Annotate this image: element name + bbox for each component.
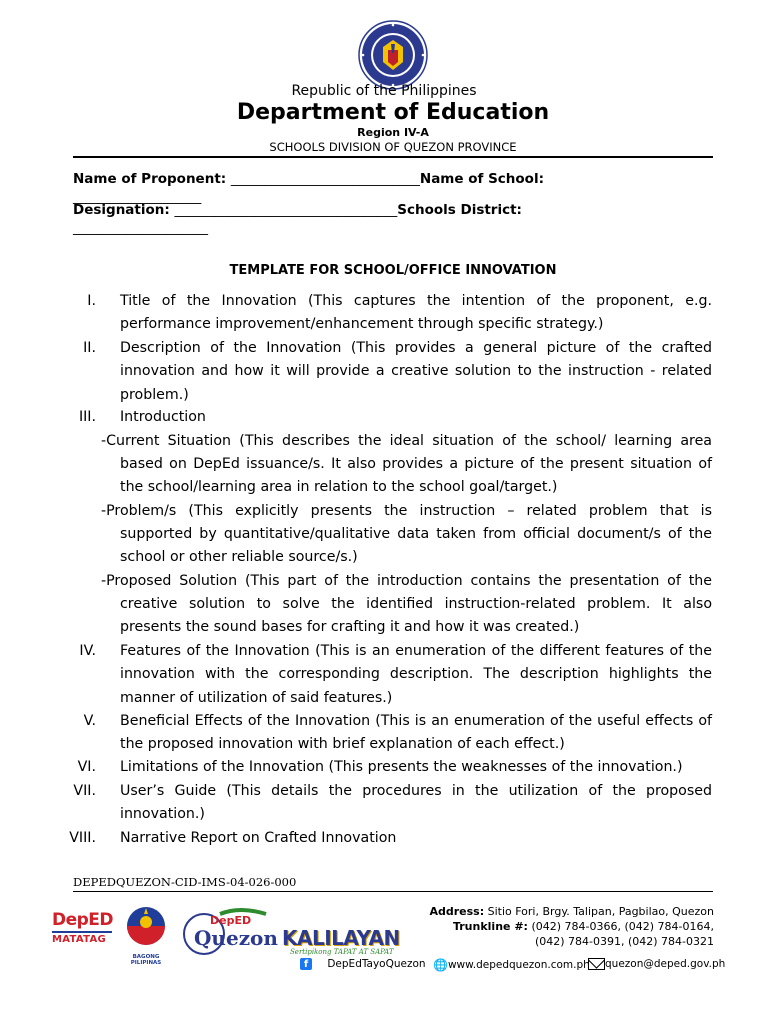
quezon-logo-text: Quezon [194, 926, 278, 950]
deped-seal-logo [358, 20, 428, 90]
item-text: Limitations of the Innovation (This presents the weaknesses of the innovation.) [120, 759, 683, 775]
proponent-label: Name of Proponent: [73, 171, 227, 187]
website-contact[interactable] [433, 958, 590, 972]
facebook-contact[interactable] [300, 958, 426, 970]
item-text: Beneficial Effects of the Innovation (This is an enumeration of the useful effects of the proposed innovation with brief explanation of each effect.) [120, 713, 712, 753]
item-text: Title of the Innovation (This captures the intention of the proponent, e.g. performance improvement/enhancement through specific strategy.) [120, 293, 712, 333]
address-line [429, 904, 714, 919]
document-code: DEPEDQUEZON-CID-IMS-04-026-000 [73, 875, 297, 889]
item-numeral: VIII. [69, 830, 96, 846]
footer-divider [73, 891, 713, 892]
address-block [429, 904, 714, 949]
item-numeral: VI. [77, 759, 96, 775]
bagong-pilipinas-text: BAGONG PILIPINAS [130, 954, 162, 966]
trunkline-label: Trunkline #: [452, 920, 528, 933]
facebook-icon: f [300, 958, 312, 970]
item-text: User’s Guide (This details the procedures in the utilization of the proposed innovation.) [120, 783, 712, 823]
trunkline-value-2: (042) 784-0391, (042) 784-0321 [534, 935, 714, 948]
designation-blank[interactable]: _________________________________ [174, 202, 398, 218]
facebook-handle: DepEdTayoQuezon [327, 958, 426, 970]
template-title: TEMPLATE FOR SCHOOL/OFFICE INNOVATION [229, 263, 557, 278]
region-heading: Region IV-A [357, 126, 429, 139]
item-numeral: V. [83, 713, 96, 729]
department-heading: Department of Education [236, 100, 550, 125]
matatag-logo-text: MATATAG [52, 934, 107, 945]
item-text: Narrative Report on Crafted Innovation [120, 830, 397, 846]
district-blank[interactable]: ____________________ [73, 220, 208, 236]
designation-field-row [73, 202, 522, 218]
school-label: Name of School: [419, 171, 544, 187]
designation-label: Designation: [73, 202, 170, 218]
item-numeral: II. [83, 340, 96, 356]
division-heading: SCHOOLS DIVISION OF QUEZON PROVINCE [269, 140, 517, 154]
sub-item-first-line: -Problem/s (This explicitly presents the instruction – related problem that is [101, 503, 712, 519]
globe-icon: 🌐 [433, 958, 448, 972]
item-numeral: III. [78, 409, 96, 425]
logo-divider [52, 931, 112, 933]
district-blank-row [73, 220, 208, 236]
item-numeral: I. [87, 293, 96, 309]
website-link[interactable]: www.depedquezon.com.ph [447, 959, 590, 971]
deped-quezon-logo [180, 906, 278, 958]
district-label: Schools District: [397, 202, 522, 218]
kalilayan-logo [282, 926, 428, 962]
proponent-blank[interactable]: ____________________________ [230, 171, 420, 187]
republic-heading: Republic of the Philippines [291, 83, 477, 99]
sub-item-first-line: -Current Situation (This describes the ideal situation of the school/ learning area [101, 433, 712, 449]
proponent-field-row [73, 171, 544, 187]
trunkline-line [429, 919, 714, 934]
item-text: Description of the Innovation (This provides a general picture of the crafted innovation and how it will provide a creative solution to the instruction - related problem.) [120, 340, 712, 403]
address-label: Address: [429, 905, 485, 918]
address-value: Sitio Fori, Brgy. Talipan, Pagbilao, Quezon [487, 905, 714, 918]
deped-quezon-top-text: DepED [210, 914, 252, 927]
item-numeral: IV. [79, 643, 96, 659]
sub-item-rest: based on DepEd issuance/s. It also provides a picture of the present situation of the school/learning area in relation to the school goal/target.) [120, 456, 712, 496]
bagong-pilipinas-logo [118, 904, 174, 966]
sub-item-rest: supported by quantitative/qualitative data taken from official document/s of the school or other reliable source/s.) [120, 526, 712, 566]
sub-item-first-line: -Proposed Solution (This part of the introduction contains the presentation of the [101, 573, 712, 589]
school-blank[interactable]: ___________________ [73, 189, 202, 205]
email-contact[interactable] [588, 958, 725, 970]
deped-logo-text: DepED [52, 910, 114, 930]
envelope-icon [588, 958, 605, 970]
trunkline-value-1: (042) 784-0366, (042) 784-0164, [531, 920, 714, 933]
email-link[interactable]: quezon@deped.gov.ph [605, 958, 726, 970]
kalilayan-logo-text: KALILAYAN [282, 926, 400, 950]
item-numeral: VII. [73, 783, 96, 799]
item-text: Introduction [120, 409, 206, 425]
bagong-pilipinas-emblem-icon [118, 904, 174, 950]
deped-matatag-logo [52, 908, 112, 958]
item-text: Features of the Innovation (This is an enumeration of the different features of the innovation with the corresponding description. The description highlights the manner of utilization of said features.) [120, 643, 712, 706]
header-divider [73, 156, 713, 158]
sub-item-rest: creative solution to solve the identified instruction-related problem. It also presents the sound bases for crafting it and how it was created.) [120, 596, 712, 636]
kalilayan-subtext: Sertipikong TAPAT AT SAPAT [290, 948, 394, 956]
